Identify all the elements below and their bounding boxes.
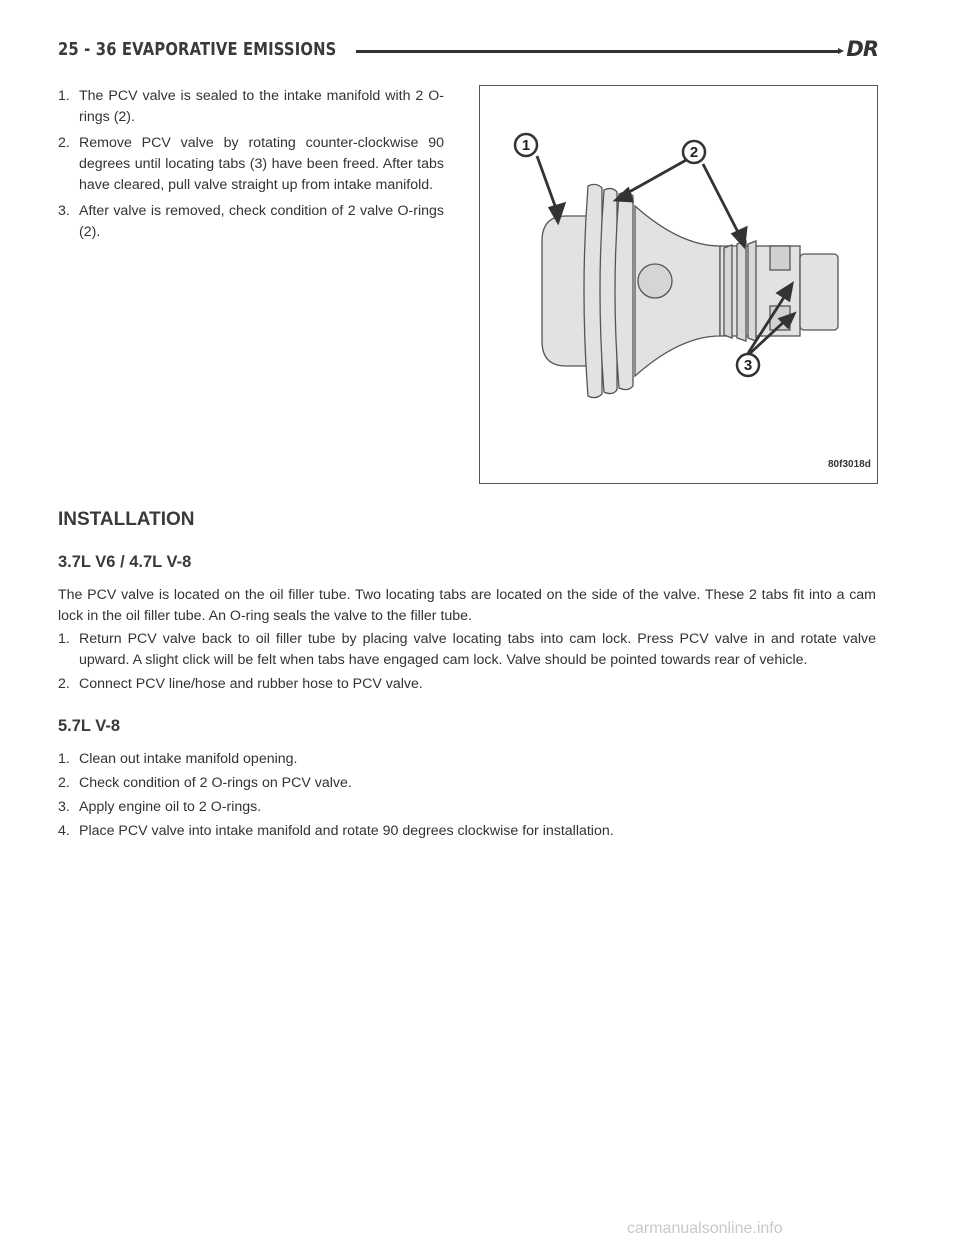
callout-label-1: 1 [521,137,531,154]
list-item: 2. Connect PCV line/hose and rubber hose to PCV valve. [58,676,423,692]
section-heading-57: 5.7L V-8 [58,717,121,735]
list-item: 1. The PCV valve is sealed to the intake manifold with 2 O-rings (2). [58,88,444,125]
section-57-steps [58,749,876,845]
pcv-valve-figure [479,85,878,484]
watermark-text: carmanualsonline.info [627,1220,783,1237]
list-item: 3. Apply engine oil to 2 O-rings. [58,799,262,815]
list-item: 1. Clean out intake manifold opening. [58,751,298,767]
figure-id: 80f3018d [828,459,871,470]
page-header [58,38,880,66]
callout-label-3: 3 [743,357,753,374]
header-brand: DR [846,37,878,61]
removal-steps [58,86,444,248]
list-item: 2. Remove PCV valve by rotating counter-clockwise 90 degrees until locating tabs (3) have been freed. After tabs have cleared, pull valve straight up from intake manifold. [58,135,444,193]
section-37-intro: The PCV valve is located on the oil filler tube. Two locating tabs are located on the side of the valve. These 2 tabs fit into a cam lock in the oil filler tube. An O-ring seals the valve to the filler tube. [58,587,876,624]
page-header-title: 25 - 36 EVAPORATIVE EMISSIONS [58,39,337,60]
installation-heading: INSTALLATION [58,509,195,530]
callout-label-2: 2 [689,144,699,161]
pcv-valve-illustration [480,86,877,483]
section-37-steps [58,629,876,698]
list-item: 4. Place PCV valve into intake manifold and rotate 90 degrees clockwise for installation. [58,823,614,839]
list-item: 1. Return PCV valve back to oil filler tube by placing valve locating tabs into cam lock. Press PCV valve in and rotate valve upward. A slight click will be felt when tabs have engaged cam lock. Valve should be pointed towards rear of vehicle. [58,631,876,668]
list-item: 2. Check condition of 2 O-rings on PCV valve. [58,775,352,791]
list-item: 3. After valve is removed, check condition of 2 valve O-rings (2). [58,203,444,240]
section-heading-37-47: 3.7L V6 / 4.7L V-8 [58,553,192,571]
header-rule [356,50,838,53]
